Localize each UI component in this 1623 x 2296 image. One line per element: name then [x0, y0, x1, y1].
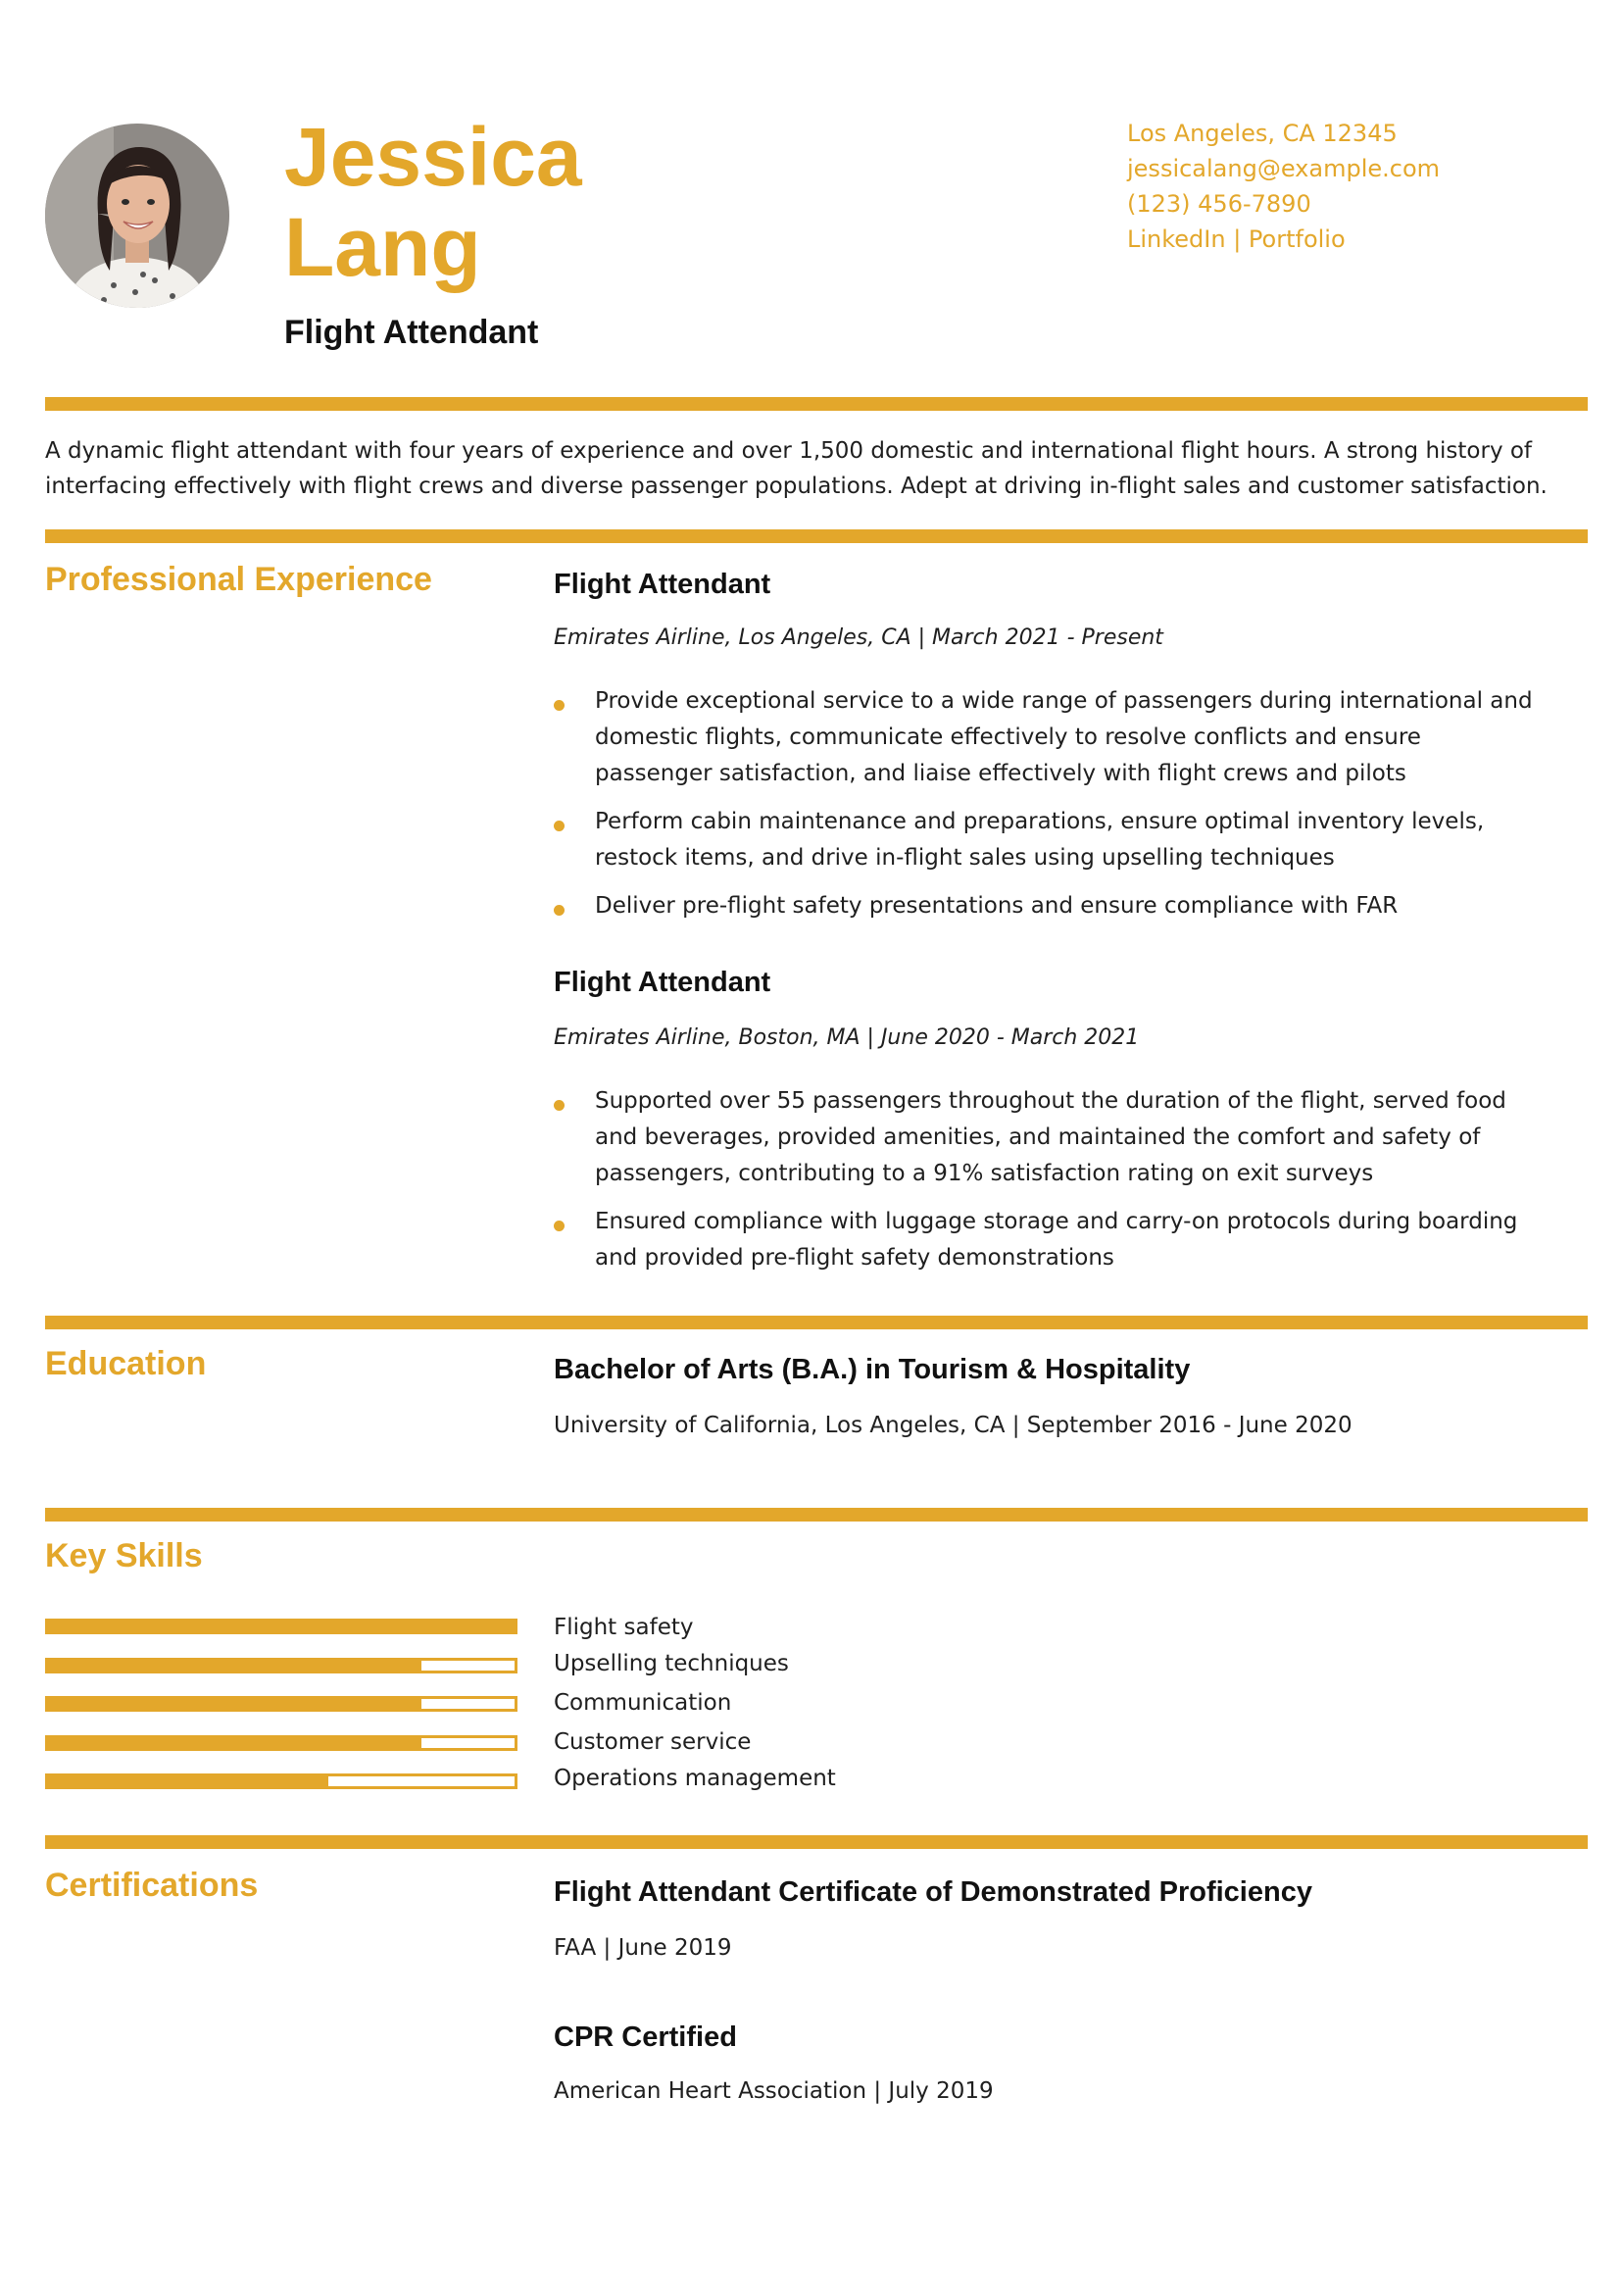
skill-level-fill: [48, 1738, 421, 1748]
section-title-experience: Professional Experience: [45, 561, 432, 598]
list-item: [554, 683, 1544, 792]
bullet-text: Ensured compliance with luggage storage and carry-on protocols during boarding and provided pre-flight safety demonstrations: [595, 1209, 1518, 1271]
profile-photo-illustration: [45, 124, 229, 308]
education-meta: University of California, Los Angeles, CA | September 2016 - June 2020: [554, 1413, 1352, 1438]
list-item: [554, 1204, 1544, 1276]
skill-label: Communication: [554, 1690, 732, 1716]
job-2-meta: Emirates Airline, Boston, MA | June 2020 - March 2021: [554, 1025, 1140, 1050]
contact-email[interactable]: jessicalang@example.com: [1127, 155, 1441, 182]
certification-meta: FAA | June 2019: [554, 1935, 732, 1961]
contact-links[interactable]: LinkedIn | Portfolio: [1127, 225, 1346, 253]
certification-meta: American Heart Association | July 2019: [554, 2078, 994, 2104]
certification-name: CPR Certified: [554, 2021, 737, 2053]
skill-label: Customer service: [554, 1729, 752, 1755]
bullet-dot-icon: [554, 821, 565, 831]
bullet-text: Supported over 55 passengers throughout the duration of the flight, served food and beverages, provided amenities, and maintained the comfort and safety of passengers, contributing to a 91% satisfaction rating on exit surveys: [595, 1088, 1506, 1186]
skill-level-fill: [48, 1776, 328, 1786]
last-name: Lang: [284, 201, 481, 293]
skill-label: Upselling techniques: [554, 1651, 789, 1676]
bullet-dot-icon: [554, 1100, 565, 1111]
professional-summary: A dynamic flight attendant with four years of experience and over 1,500 domestic and international flight hours. A strong history of interfacing effectively with flight crews and diverse passenger populations. Adept at driving in-flight sales and customer satisfaction.: [45, 438, 1548, 499]
bullet-dot-icon: [554, 700, 565, 711]
certification-name: Flight Attendant Certificate of Demonstrated Proficiency: [554, 1876, 1312, 1908]
skill-level-bar: [45, 1658, 517, 1673]
section-title-skills: Key Skills: [45, 1537, 203, 1574]
bullet-dot-icon: [554, 1221, 565, 1231]
skill-level-fill: [48, 1699, 421, 1709]
skill-level-bar: [45, 1773, 517, 1789]
contact-location: Los Angeles, CA 12345: [1127, 120, 1398, 147]
job-2-title: Flight Attendant: [554, 967, 771, 998]
job-1-bullets: [554, 683, 1544, 936]
divider-summary: [45, 529, 1588, 543]
contact-info: [1127, 116, 1598, 257]
job-2-bullets: [554, 1083, 1544, 1288]
candidate-name: [284, 112, 735, 292]
contact-phone[interactable]: (123) 456-7890: [1127, 190, 1311, 218]
skill-label: Operations management: [554, 1766, 836, 1791]
divider-skills: [45, 1835, 1588, 1849]
job-1-title: Flight Attendant: [554, 569, 771, 600]
section-title-education: Education: [45, 1345, 207, 1382]
list-item: [554, 888, 1544, 924]
profile-photo: [45, 124, 229, 308]
skill-level-fill: [48, 1622, 515, 1631]
education-degree: Bachelor of Arts (B.A.) in Tourism & Hospitality: [554, 1354, 1191, 1385]
bullet-text: Perform cabin maintenance and preparations, ensure optimal inventory levels, restock items, and drive in-flight sales using upselling techniques: [595, 809, 1485, 871]
skill-level-bar: [45, 1619, 517, 1634]
bullet-dot-icon: [554, 905, 565, 916]
divider-header: [45, 397, 1588, 411]
skill-level-fill: [48, 1661, 421, 1671]
first-name: Jessica: [284, 111, 582, 203]
list-item: [554, 1083, 1544, 1192]
bullet-text: Deliver pre-flight safety presentations and ensure compliance with FAR: [595, 893, 1399, 919]
job-1-meta: Emirates Airline, Los Angeles, CA | March 2021 - Present: [554, 625, 1163, 650]
divider-experience: [45, 1316, 1588, 1329]
bullet-text: Provide exceptional service to a wide range of passengers during international and domestic flights, communicate effectively to resolve conflicts and ensure passenger satisfaction, and liaise effectively with flight crews and pilots: [595, 688, 1533, 786]
list-item: [554, 804, 1544, 876]
skill-level-bar: [45, 1696, 517, 1712]
skill-label: Flight safety: [554, 1615, 694, 1640]
section-title-certifications: Certifications: [45, 1867, 259, 1904]
skill-level-bar: [45, 1735, 517, 1751]
job-headline: Flight Attendant: [284, 314, 539, 351]
divider-education: [45, 1508, 1588, 1522]
